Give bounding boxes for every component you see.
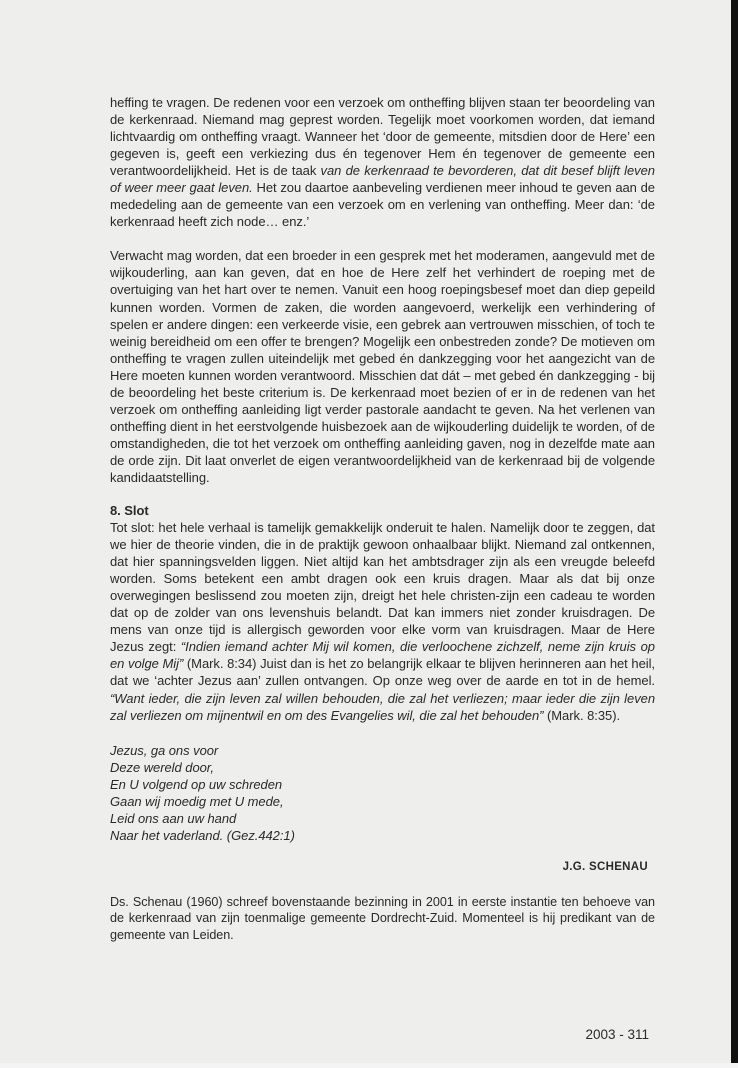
paragraph-2: Verwacht mag worden, dat een broeder in een gesprek met het moderamen, aangevuld met de wijkouderling, aan kan geven, dat en hoe de Here zelf het verhindert de roeping met de overtuiging van het hart over te nemen. Vanuit een hoog roepingsbesef moet dan diep gepeild kunnen worden. Vormen de zaken, die worden aangevoerd, werkelijk een verhindering of spelen er andere dingen: een verkeerde visie, een gebrek aan vertrouwen misschien, of toch te weinig bereidheid om een offer te brengen? Mogelijk een onbestreden zonde? De motieven om ontheffing te vragen zullen uiteindelijk met gebed én dankzegging voor het aangezicht van de Here moeten kunnen worden verantwoord. Misschien dat dát – met gebed én dankzegging - bij de beoordeling het beste criterium is. De kerkenraad moet bezien of er in de redenen van het verzoek om ontheffing aanleiding ligt verder pastorale aandacht te geven. Na het verlenen van ontheffing dient in het eerstvolgende huisbezoek aan de wijkouderling duidelijk te worden, of de omstandigheden, die tot het verzoek om ontheffing aanleiding gaven, nog in dezelfde mate aan de orde zijn. Dit laat onverlet de eigen verantwoordelijkheid van de kerkenraad bij de volgende kandidaatstelling. — [110, 248, 655, 485]
paragraph-3-text-a: Tot slot: het hele verhaal is tamelijk gemakkelijk onderuit te halen. Namelijk door te zeggen, dat we hier de theorie vinden, die in de praktijk gewoon onhaalbaar blijkt. Niemand zal ontkennen, dat hier spanningsvelden liggen. Niet altijd kan het ambtsdrager zijn als een vreugde beleefd worden. Soms betekent een ambt dragen ook een kruis dragen. Maar als dat bij onze overwegingen beslissend zou moeten zijn, dreigt het hele christen-zijn een cadeau te worden dat op de zolder van ons levenshuis belandt. Dat kan immers niet zonder kruisdragen. De mens van onze tijd is allergisch geworden voor elke vorm van kruisdragen. Maar de Here Jezus zegt: — [110, 520, 655, 655]
paragraph-1-text-a: heffing te vragen. De redenen voor een verzoek om ontheffing blijven staan ter beoordeling van de kerkenraad. Niemand mag geprest worden. Tegelijk moet voorkomen worden, dat iemand lichtvaardig om ontheffing vraagt. Wanneer het ‘door de gemeente, mitsdien door de Here’ een gegeven is, geeft een verkiezing dus én tegenover Hem én tegenover de gemeente een verantwoordelijkheid. Het is de taak — [110, 95, 655, 179]
hymn-line: Leid ons aan uw hand — [110, 810, 237, 826]
page-number: 2003 - 311 — [585, 1027, 649, 1042]
paragraph-3-text-b: (Mark. 8:34) Juist dan is het zo belangrijk elkaar te blijven herinneren aan het heil, dat we ‘achter Jezus aan’ zullen ontvangen. Op onze weg over de aarde en tot in de hemel. — [110, 656, 655, 689]
quote-mark-8-35: “Want ieder, die zijn leven zal willen behouden, die zal het verliezen; maar ieder die zijn leven zal verliezen om mijnentwil en om des Evangelies wil, die zal het behouden” — [110, 690, 655, 723]
author-name: J.G. SCHENAU — [562, 860, 648, 873]
hymn-line: En U volgend op uw schreden — [110, 776, 283, 792]
hymn-line: Naar het vaderland. (Gez.442:1) — [110, 827, 295, 843]
scan-border-right — [731, 0, 738, 1068]
section-heading: 8. Slot — [110, 503, 149, 519]
hymn-line: Gaan wij moedig met U mede, — [110, 793, 284, 809]
hymn-quote — [110, 742, 655, 844]
paragraph-3-text-c: (Mark. 8:35). — [543, 707, 621, 723]
paragraph-1-emphasis: van de kerkenraad te bevorderen, dat dit besef blijft leven of weer meer gaat leven. — [110, 163, 655, 196]
scan-border-bottom — [0, 1063, 738, 1068]
hymn-line: Deze wereld door, — [110, 759, 214, 775]
article-body — [110, 94, 655, 943]
hymn-line: Jezus, ga ons voor — [110, 742, 219, 758]
paragraph-1 — [110, 94, 655, 230]
quote-mark-8-34: “Indien iemand achter Mij wil komen, die verloochene zichzelf, neme zijn kruis op en volge Mij” — [110, 639, 655, 672]
author-bio: Ds. Schenau (1960) schreef bovenstaande bezinning in 2001 in eerste instantie ten behoeve van de kerkenraad van zijn toenmalige gemeente Dordrecht-Zuid. Momenteel is hij predikant van de gemeente van Leiden. — [110, 894, 655, 942]
paragraph-3 — [110, 519, 655, 724]
paragraph-1-text-b: Het zou daartoe aanbeveling verdienen meer inhoud te geven aan de mededeling aan de gemeente van een verzoek om en verlening van ontheffing. Meer dan: ‘de kerkenraad heeft zich node… enz.’ — [110, 180, 655, 230]
